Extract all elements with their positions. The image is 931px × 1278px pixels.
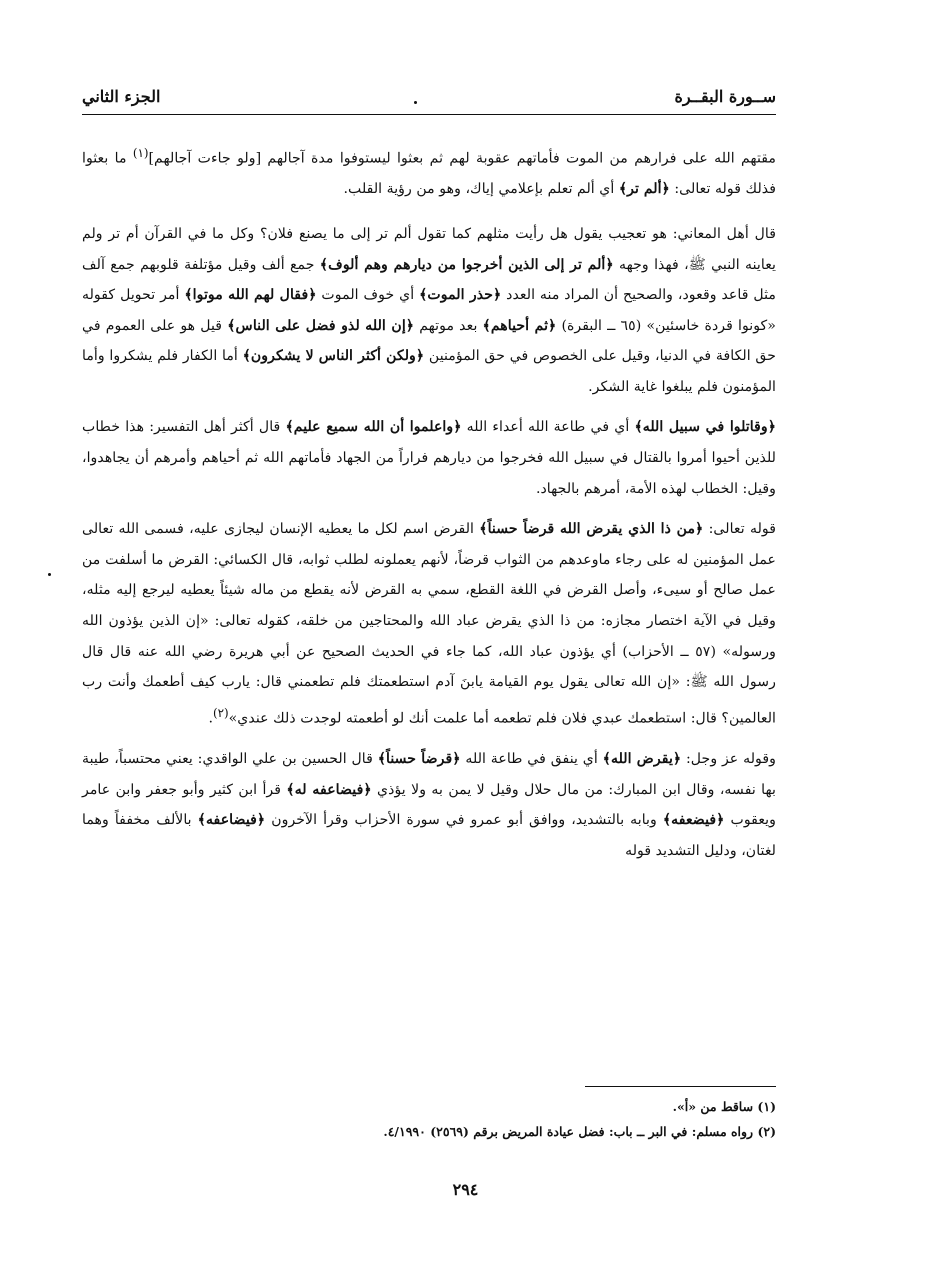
quran-quote: ﴿وقاتلوا في سبيل الله﴾	[634, 419, 777, 436]
header-rule	[82, 114, 776, 115]
quran-quote: ﴿قرضاً حسناً﴾	[377, 751, 461, 768]
text-run: وبابه بالتشديد، ووافق أبو عمرو في سورة الأحزاب وقرأ الآخرون	[265, 812, 663, 829]
quran-quote: ﴿واعلموا أن الله سميع عليم﴾	[285, 419, 462, 436]
text-run: .	[208, 710, 213, 727]
text-run: القرض اسم لكل ما يعطيه الإنسان ليجازى عليه، فسمى الله تعالى عمل المؤمنين له على رجاء ماوعدهم من الثواب قرضاً، لأنهم يعملونه لطلب ثوابه، قال الكسائي: القرض ما أسلفت من عمل صالح أو سيىء، وأصل القرض في اللغة القطع، سمي به القرض لأنه يقطع من ماله شيئاً يعطيه ليرجع إليه مثله، وقيل في الآية اختصار مجازه: من ذا الذي يقرض عباد الله والمحتاجين من خلقه، كقوله تعالى: «إن الذين يؤذون الله ورسوله» (٥٧ ــ الأحزاب) أي يؤذون عباد الله، كما جاء في الحديث الصحيح عن أبي هريرة رضي الله عنه قال قال رسول الله ﷺ: «إن الله تعالى يقول يوم القيامة يابنَ آدم استطعمتك فلم تطعمني قال: يارب كيف أطعمك وأنت رب العالمين؟ قال: استطعمك عبدي فلان فلم تطعمه أما علمت أنك لو أطعمته لوجدت ذلك عندي»	[82, 521, 777, 727]
quran-quote: ﴿يقرض الله﴾	[602, 751, 682, 768]
text-run: قرأ ابن كثير وأبو جعفر وابن عامر ويعقوب	[82, 781, 776, 829]
surah-title: ســورة البقــرة	[674, 87, 776, 106]
text-run: وقوله عز وجل:	[681, 751, 776, 768]
footnote-2: (٢) رواه مسلم: في البر ــ باب: فضل عيادة المريض برقم (٢٥٦٩) ٤/١٩٩٠.	[383, 1124, 776, 1139]
text-run: قال أهل المعاني: هو تعجيب يقول هل رأيت مثلهم كما تقول ألم تر إلى ما يصنع فلان؟ وكل ما في القرآن أم تر ولم يعاينه النبي ﷺ، فهذا وجهه	[82, 225, 776, 273]
header-dot	[414, 101, 417, 104]
text-run: أي ألم تعلم بإعلامي إياك، وهو من رؤية القلب.	[343, 181, 619, 198]
text-run: بعد موتهم	[414, 317, 483, 334]
quran-quote: ﴿ولكن أكثر الناس لا يشكرون﴾	[242, 348, 425, 365]
text-run: أمر تحويل كقوله «كونوا قردة خاسئين» (٦٥ ــ البقرة)	[82, 287, 776, 334]
volume-title: الجزء الثاني	[82, 87, 161, 106]
quran-quote: ﴿حذر الموت﴾	[419, 287, 502, 304]
text-run: قوله تعالى:	[703, 521, 777, 538]
paragraph-1	[82, 138, 776, 205]
margin-dot	[48, 573, 51, 576]
quran-quote: ﴿فيضعفه﴾	[662, 812, 725, 829]
quran-quote: ﴿من ذا الذي يقرض الله قرضاً حسناً﴾	[479, 521, 704, 538]
quran-quote: ﴿ألم تر﴾	[618, 181, 670, 198]
text-run: بالألف مخففاً وهما لغتان، ودليل التشديد قوله	[82, 812, 776, 859]
paragraph-2	[82, 219, 776, 403]
text-run: قال أكثر أهل التفسير: هذا خطاب للذين أحيوا أمروا بالقتال في سبيل الله فخرجوا من ديارهم فراراً من الجهاد فأماتهم الله ثم أحياهم وأمرهم أن يجاهدوا، وقيل: الخطاب لهذه الأمة، أمرهم بالجهاد.	[82, 419, 776, 497]
text-run: جمع ألف وقيل مؤتلفة قلوبهم جمع آلف مثل قاعد وقعود، والصحيح أن المراد منه العدد	[82, 256, 777, 304]
running-header	[82, 74, 776, 106]
paragraph-5	[82, 744, 776, 866]
footnote-ref: (١)	[132, 146, 149, 160]
text-run: قال الحسين بن علي الواقدي: يعني محتسباً، طيبة بها نفسه، وقال ابن المبارك: من مال حلال وقيل لا يمن به ولا يؤذي	[82, 751, 776, 798]
quran-quote: ﴿فقال لهم الله موتوا﴾	[184, 287, 317, 304]
page-number: ٢٩٤	[452, 1180, 479, 1199]
text-run: ما بعثوا فذلك قوله تعالى:	[82, 150, 776, 198]
text-run: أما الكفار فلم يشكروا وأما المؤمنون فلم يبلغوا غاية الشكر.	[82, 348, 776, 395]
text-run: أي ينفق في طاعة الله	[460, 751, 603, 768]
text-run: أي في طاعة الله أعداء الله	[461, 419, 635, 436]
quran-quote: ﴿ألم تر إلى الذين أخرجوا من ديارهم وهم ألوف﴾	[319, 256, 614, 273]
quran-quote: ﴿إن الله لذو فضل على الناس﴾	[227, 317, 415, 334]
main-text	[82, 138, 776, 867]
quran-quote: ﴿ثم أحياهم﴾	[482, 317, 557, 334]
text-run: مقتهم الله على فرارهم من الموت فأماتهم عقوبة لهم ثم بعثوا ليستوفوا مدة آجالهم [ولو جاءت آجالهم]	[148, 150, 776, 167]
quran-quote: ﴿فيضاعفه له﴾	[286, 781, 372, 798]
footnote-1: (١) ساقط من «أ».	[672, 1099, 776, 1114]
text-run: قيل هو على العموم في حق الكافة في الدنيا، وقيل على الخصوص في حق المؤمنين	[82, 317, 776, 365]
footnote-rule	[585, 1086, 776, 1087]
quran-quote: ﴿فيضاعفه﴾	[197, 812, 266, 829]
text-run: أي خوف الموت	[316, 287, 420, 304]
paragraph-3	[82, 412, 776, 504]
paragraph-4	[82, 514, 776, 734]
footnote-ref: (٢)	[212, 705, 229, 720]
